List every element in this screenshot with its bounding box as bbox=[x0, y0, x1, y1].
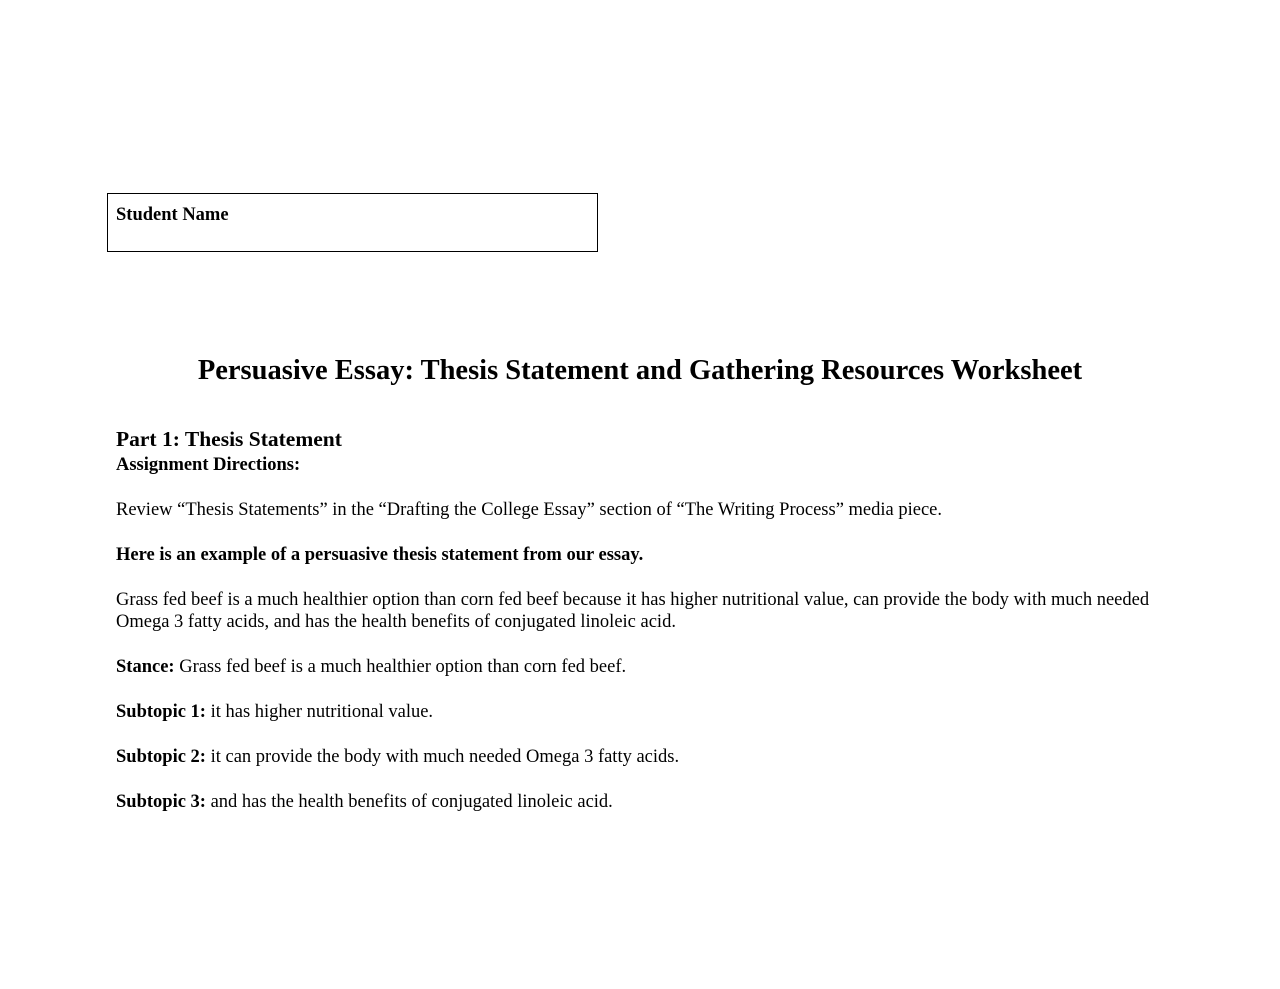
part1-section bbox=[116, 424, 1176, 836]
stance-line bbox=[116, 656, 1176, 679]
subtopic-1-text: it has higher nutritional value. bbox=[205, 702, 434, 722]
subtopic-3-line bbox=[116, 791, 1176, 814]
stance-label: Stance: bbox=[116, 657, 175, 677]
subtopic-1-label: Subtopic 1: bbox=[116, 702, 206, 722]
example-intro: Here is an example of a persuasive thesis statement from our essay. bbox=[116, 544, 644, 565]
subtopic-1-line bbox=[116, 701, 1176, 724]
student-name-label: Student Name bbox=[116, 205, 229, 225]
subtopic-2-line bbox=[116, 746, 1176, 769]
example-thesis: Grass fed beef is a much healthier option than corn fed beef because it has higher nutritional value, can provide the body with much needed Omega 3 fatty acids, and has the health benefits of conjugated linoleic acid. bbox=[116, 589, 1150, 632]
assignment-directions-label: Assignment Directions: bbox=[116, 455, 301, 475]
student-name-box[interactable] bbox=[107, 193, 598, 252]
part1-heading: Part 1: Thesis Statement bbox=[116, 427, 342, 451]
subtopic-3-label: Subtopic 3: bbox=[116, 792, 206, 812]
page-title: Persuasive Essay: Thesis Statement and Gathering Resources Worksheet bbox=[197, 355, 1083, 386]
stance-text: Grass fed beef is a much healthier option than corn fed beef. bbox=[174, 657, 627, 677]
subtopic-2-label: Subtopic 2: bbox=[116, 747, 206, 767]
review-instructions: Review “Thesis Statements” in the “Drafting the College Essay” section of “The Writing Process” media piece. bbox=[116, 499, 943, 520]
subtopic-3-text: and has the health benefits of conjugated linoleic acid. bbox=[205, 792, 613, 812]
subtopic-2-text: it can provide the body with much needed Omega 3 fatty acids. bbox=[205, 747, 680, 767]
